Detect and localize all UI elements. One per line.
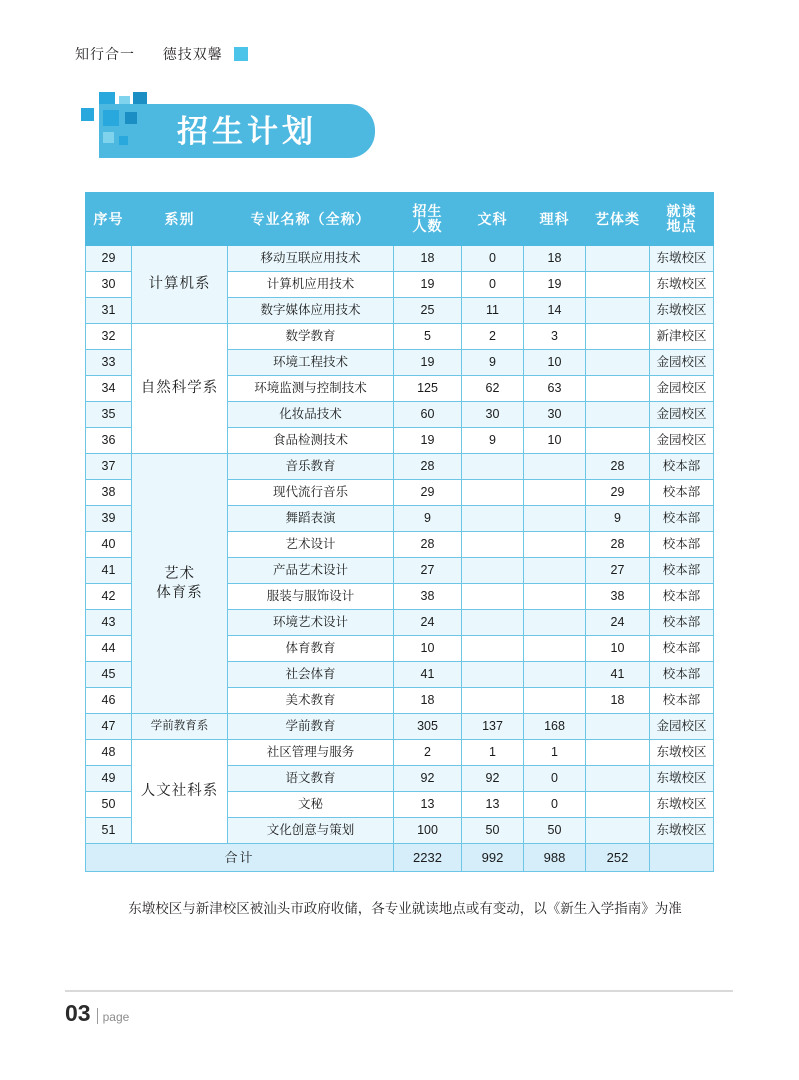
cell-no: 37 xyxy=(86,454,132,480)
cell-location: 东墩校区 xyxy=(650,766,714,792)
cell-like xyxy=(524,506,586,532)
cell-major: 社会体育 xyxy=(228,662,394,688)
cell-no: 33 xyxy=(86,350,132,376)
cell-no: 46 xyxy=(86,688,132,714)
cell-yitilei: 9 xyxy=(586,506,650,532)
cell-major: 艺术设计 xyxy=(228,532,394,558)
cell-yitilei xyxy=(586,740,650,766)
department-line: 自然科学系 xyxy=(140,380,219,396)
banner-deco-square-7 xyxy=(103,132,114,143)
cell-plan: 100 xyxy=(394,818,462,844)
cell-plan: 9 xyxy=(394,506,462,532)
cell-major: 文化创意与策划 xyxy=(228,818,394,844)
total-like: 988 xyxy=(524,844,586,872)
cell-wenke: 92 xyxy=(462,766,524,792)
cell-location: 校本部 xyxy=(650,636,714,662)
cell-yitilei: 18 xyxy=(586,688,650,714)
cell-no: 49 xyxy=(86,766,132,792)
page-label: page xyxy=(102,1010,130,1024)
cell-wenke: 11 xyxy=(462,298,524,324)
cell-major: 食品检测技术 xyxy=(228,428,394,454)
cell-plan: 41 xyxy=(394,662,462,688)
col-header-location-line1: 就读 xyxy=(666,203,697,219)
cell-wenke: 0 xyxy=(462,272,524,298)
cell-location: 东墩校区 xyxy=(650,740,714,766)
cell-location: 东墩校区 xyxy=(650,272,714,298)
cell-location: 金园校区 xyxy=(650,428,714,454)
cell-department xyxy=(132,324,228,454)
cell-like xyxy=(524,636,586,662)
total-plan: 2232 xyxy=(394,844,462,872)
cell-yitilei xyxy=(586,766,650,792)
cell-location: 金园校区 xyxy=(650,350,714,376)
cell-yitilei xyxy=(586,376,650,402)
cell-location: 金园校区 xyxy=(650,402,714,428)
page-separator xyxy=(97,1008,98,1024)
cell-wenke xyxy=(462,688,524,714)
cell-like xyxy=(524,558,586,584)
cell-no: 34 xyxy=(86,376,132,402)
banner-deco-square-5 xyxy=(103,110,119,126)
total-wenke: 992 xyxy=(462,844,524,872)
cell-wenke: 137 xyxy=(462,714,524,740)
cell-no: 48 xyxy=(86,740,132,766)
cell-no: 50 xyxy=(86,792,132,818)
table-row xyxy=(86,454,714,480)
cell-major: 音乐教育 xyxy=(228,454,394,480)
cell-like xyxy=(524,454,586,480)
slogan-right: 德技双馨 xyxy=(162,46,223,62)
cell-like: 14 xyxy=(524,298,586,324)
cell-department xyxy=(132,740,228,844)
cell-major: 语文教育 xyxy=(228,766,394,792)
table-row xyxy=(86,740,714,766)
cell-location: 校本部 xyxy=(650,480,714,506)
cell-plan: 60 xyxy=(394,402,462,428)
cell-wenke xyxy=(462,454,524,480)
cell-plan: 13 xyxy=(394,792,462,818)
cell-plan: 5 xyxy=(394,324,462,350)
cell-like: 0 xyxy=(524,766,586,792)
cell-location: 东墩校区 xyxy=(650,246,714,272)
admission-plan-table-wrap xyxy=(85,192,713,872)
cell-like: 19 xyxy=(524,272,586,298)
cell-yitilei xyxy=(586,272,650,298)
cell-location: 校本部 xyxy=(650,584,714,610)
cell-plan: 28 xyxy=(394,532,462,558)
cell-wenke: 0 xyxy=(462,246,524,272)
cell-location: 校本部 xyxy=(650,558,714,584)
cell-yitilei xyxy=(586,246,650,272)
cell-major: 体育教育 xyxy=(228,636,394,662)
slogan-left: 知行合一 xyxy=(75,46,135,62)
cell-wenke: 62 xyxy=(462,376,524,402)
cell-major: 环境工程技术 xyxy=(228,350,394,376)
department-line: 艺术 xyxy=(164,565,195,582)
cell-no: 36 xyxy=(86,428,132,454)
cell-wenke: 13 xyxy=(462,792,524,818)
col-header-plan-line2: 人数 xyxy=(412,218,443,234)
cell-yitilei xyxy=(586,298,650,324)
footer-divider xyxy=(65,990,733,992)
cell-wenke xyxy=(462,662,524,688)
cell-wenke: 50 xyxy=(462,818,524,844)
cell-no: 42 xyxy=(86,584,132,610)
cell-location: 校本部 xyxy=(650,688,714,714)
department-line: 学前教育系 xyxy=(150,720,209,732)
page-title: 招生计划 xyxy=(177,114,317,149)
cell-no: 35 xyxy=(86,402,132,428)
cell-plan: 28 xyxy=(394,454,462,480)
cell-plan: 10 xyxy=(394,636,462,662)
table-row xyxy=(86,714,714,740)
table-header-row xyxy=(86,193,714,246)
cell-like xyxy=(524,662,586,688)
cell-yitilei xyxy=(586,714,650,740)
cell-plan: 24 xyxy=(394,610,462,636)
page-number: 03 xyxy=(65,1000,91,1026)
cell-major: 数学教育 xyxy=(228,324,394,350)
cell-yitilei: 10 xyxy=(586,636,650,662)
col-header-location xyxy=(650,193,714,246)
section-banner xyxy=(75,92,375,158)
cell-major: 现代流行音乐 xyxy=(228,480,394,506)
total-label: 合计 xyxy=(86,844,394,872)
cell-plan: 38 xyxy=(394,584,462,610)
table-footnote: 东墩校区与新津校区被汕头市政府收储，各专业就读地点或有变动，以《新生入学指南》为准 xyxy=(128,901,682,916)
cell-location: 校本部 xyxy=(650,532,714,558)
cell-location: 校本部 xyxy=(650,454,714,480)
col-header-plan xyxy=(394,193,462,246)
cell-plan: 19 xyxy=(394,350,462,376)
cell-location: 东墩校区 xyxy=(650,298,714,324)
cell-yitilei: 24 xyxy=(586,610,650,636)
cell-no: 30 xyxy=(86,272,132,298)
cell-yitilei xyxy=(586,350,650,376)
cell-major: 学前教育 xyxy=(228,714,394,740)
cell-wenke: 9 xyxy=(462,350,524,376)
cell-location: 东墩校区 xyxy=(650,792,714,818)
cell-like xyxy=(524,688,586,714)
cell-plan: 19 xyxy=(394,272,462,298)
banner-deco-square-6 xyxy=(125,112,137,124)
cell-no: 44 xyxy=(86,636,132,662)
table-total-row xyxy=(86,844,714,872)
table-row xyxy=(86,324,714,350)
cell-yitilei xyxy=(586,792,650,818)
cell-major: 移动互联应用技术 xyxy=(228,246,394,272)
cell-wenke: 9 xyxy=(462,428,524,454)
cell-like xyxy=(524,480,586,506)
cell-yitilei: 29 xyxy=(586,480,650,506)
cell-location: 校本部 xyxy=(650,610,714,636)
cell-no: 43 xyxy=(86,610,132,636)
cell-like xyxy=(524,532,586,558)
cell-wenke xyxy=(462,610,524,636)
table-body xyxy=(86,246,714,872)
cell-yitilei xyxy=(586,428,650,454)
cell-like: 1 xyxy=(524,740,586,766)
table-row xyxy=(86,246,714,272)
cell-wenke xyxy=(462,636,524,662)
admission-plan-table xyxy=(85,192,714,872)
cell-wenke xyxy=(462,506,524,532)
department-line: 计算机系 xyxy=(148,276,211,292)
cell-yitilei xyxy=(586,818,650,844)
cell-wenke xyxy=(462,584,524,610)
cell-major: 环境监测与控制技术 xyxy=(228,376,394,402)
col-header-plan-line1: 招生 xyxy=(412,203,443,219)
cell-wenke: 30 xyxy=(462,402,524,428)
banner-deco-square-4 xyxy=(81,108,94,121)
cell-location: 校本部 xyxy=(650,506,714,532)
cell-yitilei xyxy=(586,402,650,428)
total-location xyxy=(650,844,714,872)
col-header-location-line2: 地点 xyxy=(666,218,697,234)
total-yitilei: 252 xyxy=(586,844,650,872)
cell-wenke: 2 xyxy=(462,324,524,350)
cell-no: 45 xyxy=(86,662,132,688)
cell-no: 31 xyxy=(86,298,132,324)
cell-location: 金园校区 xyxy=(650,714,714,740)
cell-yitilei: 38 xyxy=(586,584,650,610)
cell-wenke xyxy=(462,480,524,506)
cell-yitilei xyxy=(586,324,650,350)
col-header-yitilei: 艺体类 xyxy=(586,193,650,246)
col-header-no: 序号 xyxy=(86,193,132,246)
cell-no: 47 xyxy=(86,714,132,740)
cell-yitilei: 28 xyxy=(586,532,650,558)
cell-wenke: 1 xyxy=(462,740,524,766)
cell-major: 服装与服饰设计 xyxy=(228,584,394,610)
cell-plan: 125 xyxy=(394,376,462,402)
cell-plan: 18 xyxy=(394,688,462,714)
cell-plan: 19 xyxy=(394,428,462,454)
cell-major: 数字媒体应用技术 xyxy=(228,298,394,324)
cell-like xyxy=(524,584,586,610)
cell-like: 50 xyxy=(524,818,586,844)
slogan-accent-block xyxy=(234,47,248,61)
cell-plan: 18 xyxy=(394,246,462,272)
cell-plan: 29 xyxy=(394,480,462,506)
cell-like: 10 xyxy=(524,350,586,376)
cell-no: 29 xyxy=(86,246,132,272)
cell-no: 51 xyxy=(86,818,132,844)
cell-plan: 25 xyxy=(394,298,462,324)
cell-no: 41 xyxy=(86,558,132,584)
cell-no: 39 xyxy=(86,506,132,532)
col-header-like: 理科 xyxy=(524,193,586,246)
page-indicator xyxy=(65,1002,129,1025)
cell-like: 3 xyxy=(524,324,586,350)
cell-no: 32 xyxy=(86,324,132,350)
cell-major: 化妆品技术 xyxy=(228,402,394,428)
cell-major: 文秘 xyxy=(228,792,394,818)
col-header-wenke: 文科 xyxy=(462,193,524,246)
header-slogan xyxy=(75,44,248,64)
cell-yitilei: 41 xyxy=(586,662,650,688)
cell-major: 社区管理与服务 xyxy=(228,740,394,766)
department-line: 体育系 xyxy=(156,584,203,601)
cell-department xyxy=(132,246,228,324)
cell-yitilei: 28 xyxy=(586,454,650,480)
cell-like: 30 xyxy=(524,402,586,428)
cell-major: 环境艺术设计 xyxy=(228,610,394,636)
cell-major: 计算机应用技术 xyxy=(228,272,394,298)
cell-location: 校本部 xyxy=(650,662,714,688)
cell-department xyxy=(132,454,228,714)
cell-yitilei: 27 xyxy=(586,558,650,584)
cell-like: 18 xyxy=(524,246,586,272)
cell-wenke xyxy=(462,532,524,558)
cell-like: 10 xyxy=(524,428,586,454)
cell-plan: 2 xyxy=(394,740,462,766)
department-line: 人文社科系 xyxy=(140,783,219,799)
cell-major: 舞蹈表演 xyxy=(228,506,394,532)
cell-like: 0 xyxy=(524,792,586,818)
cell-location: 新津校区 xyxy=(650,324,714,350)
cell-no: 38 xyxy=(86,480,132,506)
cell-no: 40 xyxy=(86,532,132,558)
cell-plan: 27 xyxy=(394,558,462,584)
col-header-major: 专业名称（全称） xyxy=(228,193,394,246)
cell-wenke xyxy=(462,558,524,584)
cell-like: 63 xyxy=(524,376,586,402)
cell-major: 美术教育 xyxy=(228,688,394,714)
col-header-dept: 系别 xyxy=(132,193,228,246)
cell-like xyxy=(524,610,586,636)
cell-major: 产品艺术设计 xyxy=(228,558,394,584)
cell-like: 168 xyxy=(524,714,586,740)
cell-location: 金园校区 xyxy=(650,376,714,402)
cell-plan: 92 xyxy=(394,766,462,792)
cell-department xyxy=(132,714,228,740)
cell-location: 东墩校区 xyxy=(650,818,714,844)
cell-plan: 305 xyxy=(394,714,462,740)
banner-deco-square-8 xyxy=(119,136,128,145)
